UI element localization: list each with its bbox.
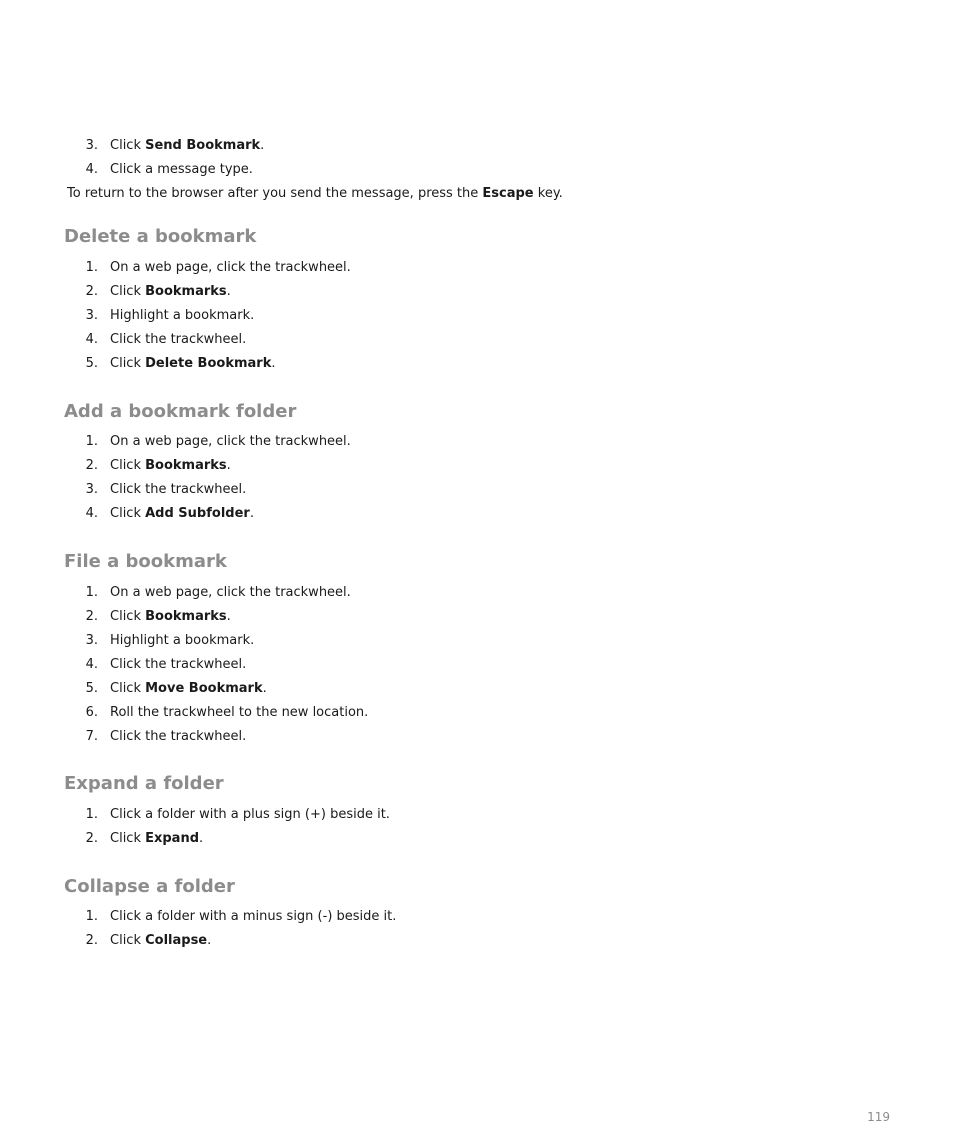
step-number: 3.: [85, 482, 98, 497]
step-text: Click a folder with a plus sign (+) beside it.: [110, 807, 390, 822]
step-number: 3.: [85, 633, 98, 648]
ui-term: Add Subfolder: [145, 506, 250, 521]
ui-term: Escape: [482, 186, 534, 201]
step-text: Click Bookmarks.: [110, 458, 231, 473]
ui-term: Move Bookmark: [145, 681, 263, 696]
step-number: 2.: [85, 831, 98, 846]
step-text: Click the trackwheel.: [110, 729, 247, 744]
step-number: 4.: [85, 657, 98, 672]
step-text: On a web page, click the trackwheel.: [110, 434, 351, 449]
section-heading-collapse-folder: Collapse a folder: [64, 876, 235, 897]
step-text: Roll the trackwheel to the new location.: [110, 705, 369, 720]
step-text: Click a message type.: [110, 162, 253, 177]
step-text: Click the trackwheel.: [110, 657, 247, 672]
step-text: Click Send Bookmark.: [110, 138, 265, 153]
section-heading-delete-bookmark: Delete a bookmark: [64, 226, 257, 247]
step-text: On a web page, click the trackwheel.: [110, 585, 351, 600]
step-text: Click Expand.: [110, 831, 204, 846]
step-text: Click Move Bookmark.: [110, 681, 267, 696]
intro-note: To return to the browser after you send the message, press the Escape key.: [67, 186, 563, 201]
step-text: Click the trackwheel.: [110, 332, 247, 347]
step-number: 3.: [85, 308, 98, 323]
step-number: 2.: [85, 609, 98, 624]
step-number: 3.: [85, 138, 98, 153]
step-number: 4.: [85, 332, 98, 347]
step-text: Highlight a bookmark.: [110, 308, 255, 323]
step-number: 5.: [85, 356, 98, 371]
step-text: Click Bookmarks.: [110, 609, 231, 624]
step-number: 1.: [85, 909, 98, 924]
ui-term: Collapse: [145, 933, 208, 948]
ui-term: Bookmarks: [145, 458, 227, 473]
ui-term: Bookmarks: [145, 284, 227, 299]
section-heading-file-bookmark: File a bookmark: [64, 551, 227, 572]
step-number: 4.: [85, 162, 98, 177]
step-text: On a web page, click the trackwheel.: [110, 260, 351, 275]
ui-term: Send Bookmark: [145, 138, 261, 153]
section-heading-add-bookmark-folder: Add a bookmark folder: [64, 401, 297, 422]
step-text: Click Collapse.: [110, 933, 212, 948]
step-number: 2.: [85, 284, 98, 299]
step-number: 4.: [85, 506, 98, 521]
step-number: 5.: [85, 681, 98, 696]
ui-term: Bookmarks: [145, 609, 227, 624]
ui-term: Delete Bookmark: [145, 356, 272, 371]
step-number: 1.: [85, 434, 98, 449]
step-number: 1.: [85, 260, 98, 275]
step-text: Click Bookmarks.: [110, 284, 231, 299]
step-number: 1.: [85, 807, 98, 822]
ui-term: Expand: [145, 831, 200, 846]
step-number: 2.: [85, 458, 98, 473]
section-heading-expand-folder: Expand a folder: [64, 773, 224, 794]
page-number: 119: [867, 1110, 890, 1124]
step-text: Click Add Subfolder.: [110, 506, 254, 521]
step-number: 6.: [85, 705, 98, 720]
step-number: 7.: [85, 729, 98, 744]
step-number: 2.: [85, 933, 98, 948]
step-text: Click a folder with a minus sign (-) beside it.: [110, 909, 397, 924]
step-text: Highlight a bookmark.: [110, 633, 255, 648]
step-number: 1.: [85, 585, 98, 600]
step-text: Click Delete Bookmark.: [110, 356, 276, 371]
step-text: Click the trackwheel.: [110, 482, 247, 497]
